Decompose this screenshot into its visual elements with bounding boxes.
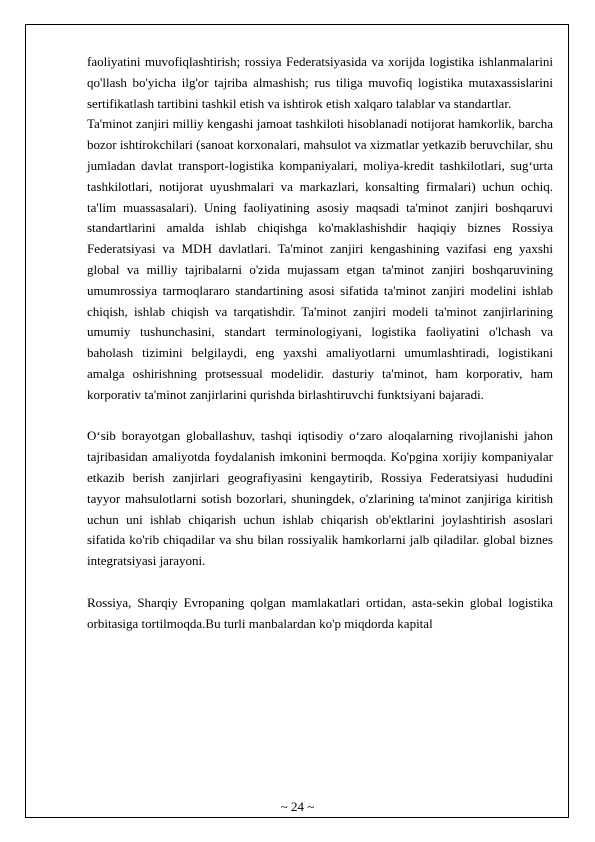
paragraph-gap	[87, 572, 553, 593]
paragraph-3: O‘sib borayotgan globallashuv, tashqi iqtisodiy o‘zaro aloqalarning rivojlanishi jahon tajribasidan amaliyotda foydalanish imkonini bermoqda. Ko'pgina xorijiy kompaniyalar etkazib berish zanjirlari geografiyasini kengaytirib, Rossiya Federatsiyasi hududini tayyor mahsulotlarni sotish bozorlari, shuningdek, o'zlarining ta'minot zanjiriga kiritish uchun uni ishlab chiqarish uchun ishlab chiqarish ob'ektlarini joylashtirish asoslari sifatida ko'rib chiqadilar va shu bilan rossiyalik hamkorlarni jalb qiladilar. global biznes integratsiyasi jarayoni.	[87, 428, 553, 569]
paragraph-4: Rossiya, Sharqiy Evropaning qolgan mamlakatlari ortidan, asta-sekin global logistika orbitasiga tortilmoqda.Bu turli manbalardan ko'p miqdorda kapital	[87, 594, 553, 631]
paragraph-gap	[87, 406, 553, 427]
document-body	[87, 52, 553, 634]
page-number: ~ 24 ~	[280, 799, 315, 814]
paragraph-1: faoliyatini muvofiqlashtirish; rossiya Federatsiyasida va xorijda logistika ishlanmalarini qo'llash bo'yicha ilg'or tajriba almashish; rus tiliga muvofiq logistika mutaxassislarini sertifikatlash tartibini tashkil etish va ishtirok etish xalqaro talablar va standartlar.	[87, 54, 553, 111]
paragraph-2: Ta'minot zanjiri milliy kengashi jamoat tashkiloti hisoblanadi notijorat hamkorlik, barcha bozor ishtirokchilari (sanoat korxonalari, mahsulot va xizmatlar yetkazib beruvchilar, shu jumladan davlat transport-logistika kompaniyalari, moliya-kredit tashkilotlari, sug‘urta tashkilotlari, notijorat uyushmalari va markazlari, konsalting firmalari) uchun ochiq. ta'lim muassasalari). Uning faoliyatining asosiy maqsadi ta'minot zanjiri boshqaruvi standartlarini amalda ishlab chiqishga ko'maklashishdir haqiqiy biznes Rossiya Federatsiyasi va MDH davlatlari. Ta'minot zanjiri kengashining vazifasi eng yaxshi global va milliy tajribalarni o'zida mujassam etgan ta'minot zanjiri boshqaruvining umumrossiya tarmoqlararo standartining asosi sifatida ta'minot zanjiri modelini ishlab chiqish, ishlab chiqish va tarqatishdir. Ta'minot zanjiri modeli ta'minot zanjirlarining umumiy tushunchasini, standart terminologiyani, logistika faoliyatini o'lchash va baholash tizimini belgilaydi, eng yaxshi amaliyotlarni umumlashtiradi, logistikani amalga oshirishning protsessual modelidir. dasturiy ta'minot, ham korporativ, ham korporativ ta'minot zanjirlarini qurishda birlashtiruvchi funktsiyani bajaradi.	[87, 116, 553, 402]
